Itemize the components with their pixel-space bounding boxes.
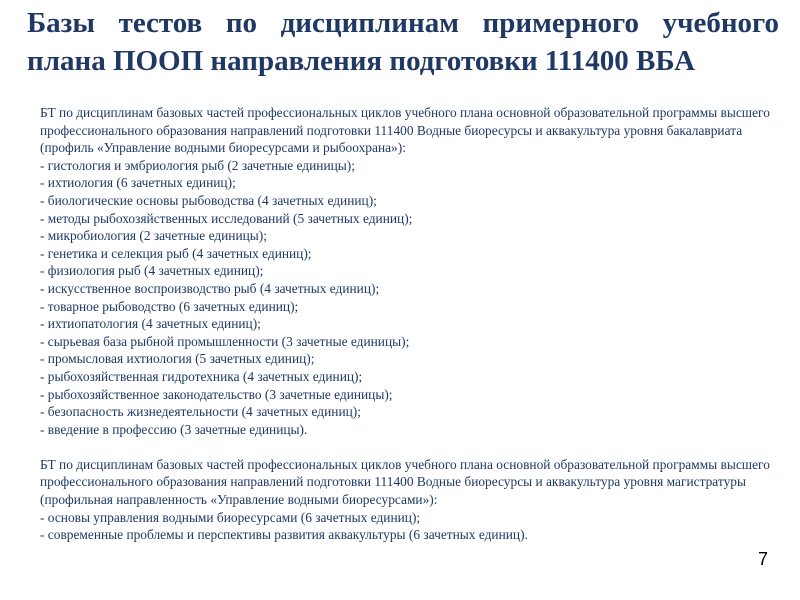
list-item: - искусственное воспроизводство рыб (4 зачетных единиц); bbox=[40, 280, 380, 296]
list-item: - современные проблемы и перспективы развития аквакультуры (6 зачетных единиц). bbox=[40, 527, 528, 543]
list-item: - генетика и селекция рыб (4 зачетных единиц); bbox=[40, 245, 312, 261]
list-item: - введение в профессию (3 зачетные единицы). bbox=[40, 421, 308, 437]
slide-title: Базы тестов по дисциплинам примерного учебного плана ПООП направления подготовки 111400 ВБА bbox=[27, 7, 779, 77]
master-discipline-list bbox=[40, 509, 770, 544]
bachelor-intro: БТ по дисциплинам базовых частей профессиональных циклов учебного плана основной образовательной программы высшего профессионального образования направлений подготовки 111400 Водные биоресурсы и аквакультура уровня бакалавриата (профиль «Управление водными биоресурсами и рыбоохрана»): bbox=[40, 105, 770, 156]
list-item: - методы рыбохозяйственных исследований (5 зачетных единиц); bbox=[40, 210, 413, 226]
bachelor-discipline-list bbox=[40, 157, 770, 439]
list-item: - основы управления водными биоресурсами (6 зачетных единиц); bbox=[40, 509, 421, 525]
list-item: - ихтиология (6 зачетных единиц); bbox=[40, 175, 236, 191]
list-item: - сырьевая база рыбной промышленности (3 зачетные единицы); bbox=[40, 333, 410, 349]
slide-body bbox=[40, 104, 770, 544]
list-item: - товарное рыбоводство (6 зачетных единиц); bbox=[40, 298, 299, 314]
master-intro: БТ по дисциплинам базовых частей профессиональных циклов учебного плана основной образовательной программы высшего профессионального образования направлений подготовки 111400 Водные биоресурсы и аквакультура уровня магистратуры (профильная направленность «Управление водными биоресурсами»): bbox=[40, 456, 770, 508]
list-item: - биологические основы рыбоводства (4 зачетных единиц); bbox=[40, 192, 377, 208]
list-item: - промысловая ихтиология (5 зачетных единиц); bbox=[40, 351, 315, 367]
page-number: 7 bbox=[757, 549, 768, 569]
list-item: - микробиология (2 зачетные единицы); bbox=[40, 228, 267, 244]
paragraph-spacer bbox=[40, 438, 770, 456]
list-item: - безопасность жизнедеятельности (4 зачетных единиц); bbox=[40, 404, 361, 420]
list-item: - физиология рыб (4 зачетных единиц); bbox=[40, 263, 264, 279]
list-item: - гистология и эмбриология рыб (2 зачетные единицы); bbox=[40, 157, 355, 173]
list-item: - рыбохозяйственная гидротехника (4 зачетных единиц); bbox=[40, 368, 363, 384]
list-item: - рыбохозяйственное законодательство (3 зачетные единицы); bbox=[40, 386, 393, 402]
list-item: - ихтиопатология (4 зачетных единиц); bbox=[40, 316, 261, 332]
